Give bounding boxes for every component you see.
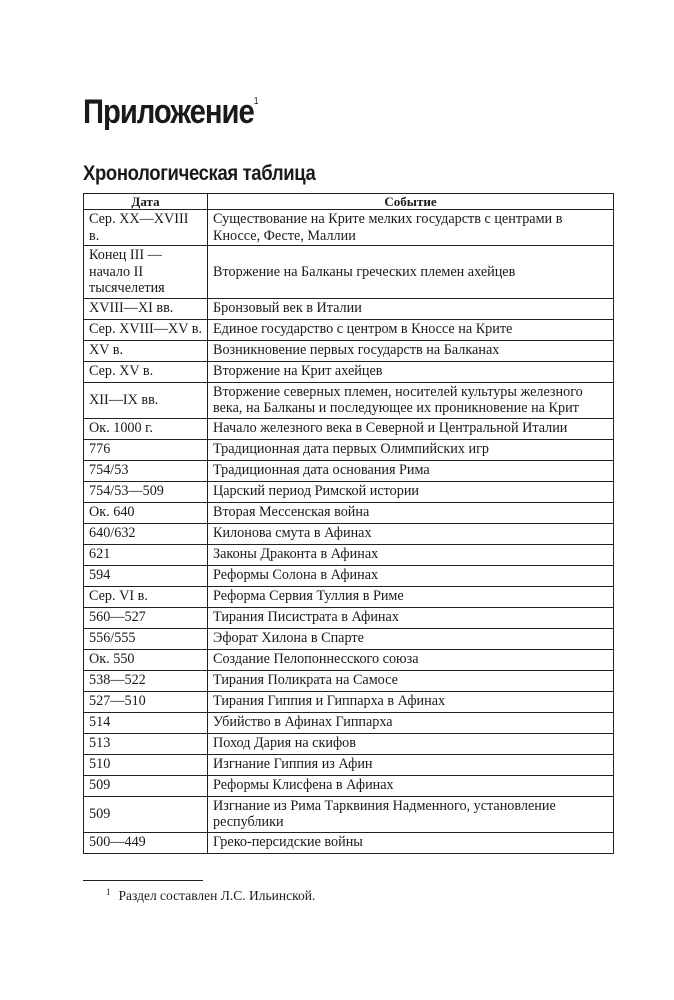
cell-event: Создание Пелопоннесского союза — [208, 649, 614, 670]
table-row — [84, 340, 614, 361]
cell-event: Единое государство с центром в Кноссе на Крите — [208, 319, 614, 340]
cell-event: Убийство в Афинах Гиппарха — [208, 712, 614, 733]
cell-event: Традиционная дата основания Рима — [208, 460, 614, 481]
cell-event: Тирания Гиппия и Гиппарха в Афинах — [208, 691, 614, 712]
table-row — [84, 523, 614, 544]
table-row — [84, 439, 614, 460]
cell-date: 776 — [84, 439, 208, 460]
table-row — [84, 418, 614, 439]
table-header-row — [84, 194, 614, 210]
cell-event: Реформы Клисфена в Афинах — [208, 775, 614, 796]
cell-date: 509 — [84, 775, 208, 796]
table-row — [84, 649, 614, 670]
footnote-reference: 1 — [253, 96, 259, 107]
cell-event: Реформа Сервия Туллия в Риме — [208, 586, 614, 607]
table-row — [84, 361, 614, 382]
cell-event: Изгнание Гиппия из Афин — [208, 754, 614, 775]
table-row — [84, 628, 614, 649]
section-title: Хронологическая таблица — [83, 162, 316, 185]
footnote-text: Раздел составлен Л.С. Ильинской. — [118, 888, 316, 903]
table-body — [84, 210, 614, 854]
cell-date: 527—510 — [84, 691, 208, 712]
cell-event: Тирания Писистрата в Афинах — [208, 607, 614, 628]
cell-event: Бронзовый век в Италии — [208, 298, 614, 319]
footnote-mark: 1 — [106, 887, 111, 897]
cell-event: Начало железного века в Северной и Центральной Италии — [208, 418, 614, 439]
table-row — [84, 481, 614, 502]
table-row — [84, 754, 614, 775]
cell-date: 594 — [84, 565, 208, 586]
table-row — [84, 246, 614, 299]
footnote — [106, 888, 315, 904]
cell-date: Сер. XX—XVIII в. — [84, 210, 208, 246]
cell-date: Конец III — начало II тысячелетия — [84, 246, 208, 299]
column-header-event: Событие — [208, 194, 614, 210]
cell-date: 513 — [84, 733, 208, 754]
cell-date: 500—449 — [84, 832, 208, 853]
cell-event: Вторая Мессенская война — [208, 502, 614, 523]
table-row — [84, 460, 614, 481]
cell-date: Ок. 1000 г. — [84, 418, 208, 439]
cell-date: Сер. VI в. — [84, 586, 208, 607]
cell-event: Греко-персидские войны — [208, 832, 614, 853]
cell-date: XV в. — [84, 340, 208, 361]
cell-date: 538—522 — [84, 670, 208, 691]
cell-event: Килонова смута в Афинах — [208, 523, 614, 544]
cell-event: Вторжение северных племен, носителей культуры железного века, на Балканы и последующее их проникновение на Крит — [208, 382, 614, 418]
table-row — [84, 733, 614, 754]
table-row — [84, 544, 614, 565]
cell-event: Традиционная дата первых Олимпийских игр — [208, 439, 614, 460]
cell-date: 640/632 — [84, 523, 208, 544]
cell-event: Царский период Римской истории — [208, 481, 614, 502]
cell-date: 510 — [84, 754, 208, 775]
cell-date: XII—IX вв. — [84, 382, 208, 418]
cell-date: 621 — [84, 544, 208, 565]
table-row — [84, 502, 614, 523]
cell-date: Сер. XV в. — [84, 361, 208, 382]
table-row — [84, 210, 614, 246]
cell-event: Реформы Солона в Афинах — [208, 565, 614, 586]
page-title-text: Приложение — [83, 93, 254, 131]
column-header-date: Дата — [84, 194, 208, 210]
footnote-divider — [83, 880, 203, 881]
chronology-table — [83, 193, 614, 854]
cell-date: 754/53 — [84, 460, 208, 481]
cell-date: Сер. XVIII—XV в. — [84, 319, 208, 340]
cell-event: Существование на Крите мелких государств с центрами в Кноссе, Фесте, Маллии — [208, 210, 614, 246]
table-row — [84, 382, 614, 418]
cell-date: 514 — [84, 712, 208, 733]
table-row — [84, 832, 614, 853]
cell-event: Эфорат Хилона в Спарте — [208, 628, 614, 649]
cell-date: Ок. 640 — [84, 502, 208, 523]
cell-date: XVIII—XI вв. — [84, 298, 208, 319]
cell-event: Изгнание из Рима Тарквиния Надменного, установление республики — [208, 796, 614, 832]
cell-date: 560—527 — [84, 607, 208, 628]
cell-event: Вторжение на Балканы греческих племен ахейцев — [208, 246, 614, 299]
cell-event: Законы Драконта в Афинах — [208, 544, 614, 565]
table-row — [84, 319, 614, 340]
page-title — [83, 95, 258, 129]
table-row — [84, 670, 614, 691]
cell-date: 556/555 — [84, 628, 208, 649]
table-row — [84, 691, 614, 712]
table-row — [84, 775, 614, 796]
cell-date: 754/53—509 — [84, 481, 208, 502]
table-row — [84, 298, 614, 319]
table-row — [84, 796, 614, 832]
table-row — [84, 586, 614, 607]
cell-event: Возникновение первых государств на Балканах — [208, 340, 614, 361]
cell-event: Вторжение на Крит ахейцев — [208, 361, 614, 382]
cell-date: 509 — [84, 796, 208, 832]
cell-event: Поход Дария на скифов — [208, 733, 614, 754]
cell-event: Тирания Поликрата на Самосе — [208, 670, 614, 691]
cell-date: Ок. 550 — [84, 649, 208, 670]
table-row — [84, 712, 614, 733]
table-row — [84, 607, 614, 628]
table-row — [84, 565, 614, 586]
